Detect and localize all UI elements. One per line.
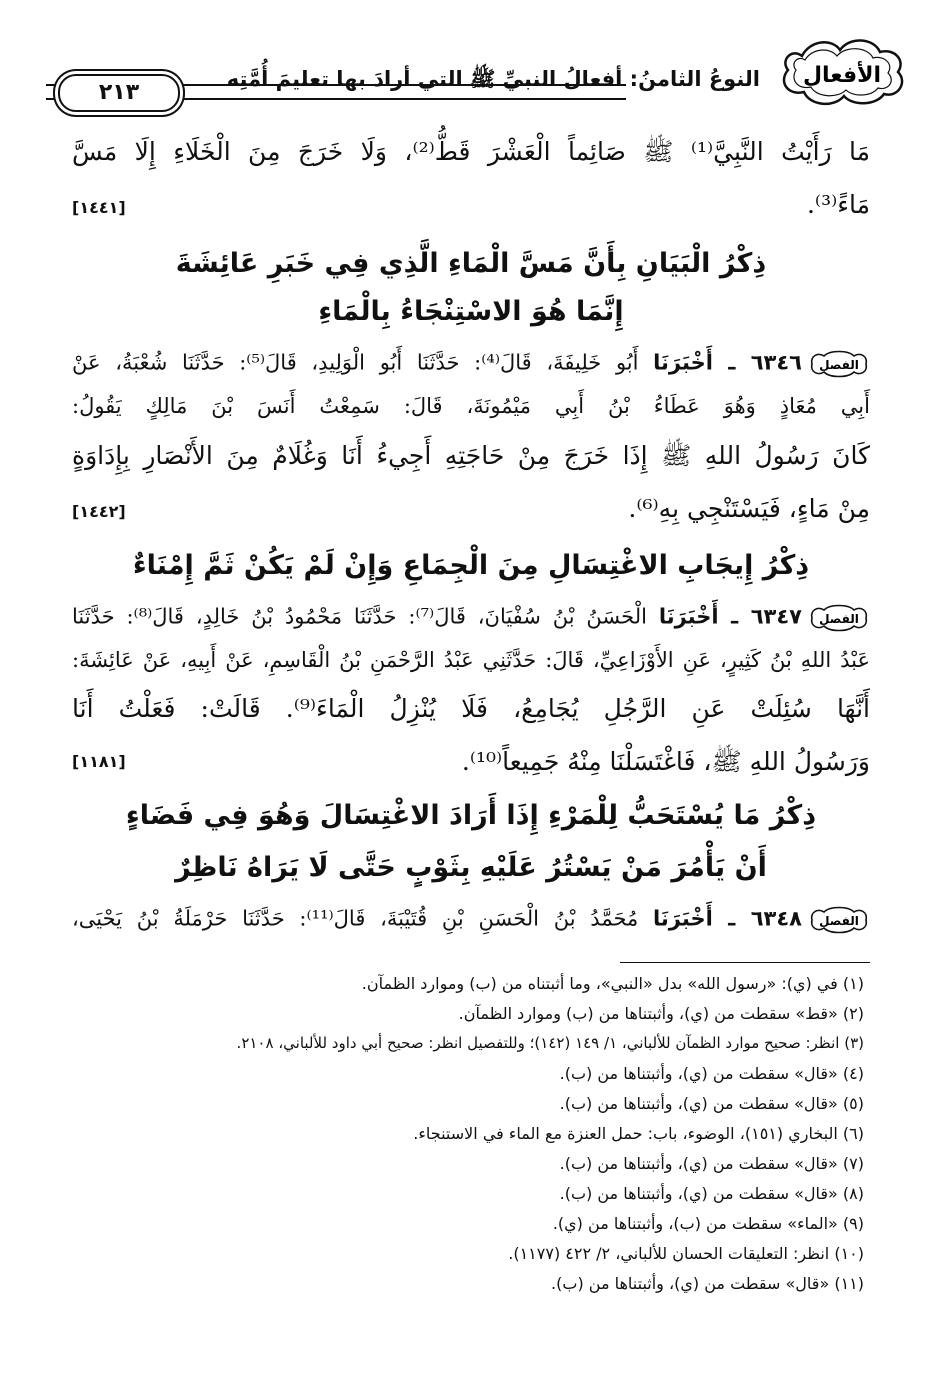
chapter-heading: إِنَّمَا هُوَ الاسْتِنْجَاءُ بِالْمَاءِ <box>318 296 624 327</box>
hadith-ref: [١٤٤٢] <box>72 502 126 521</box>
hadith-ref: [١١٨١] <box>72 752 126 771</box>
hadith-number: ٦٣٤٨ ـ أَخْبَرَنَا <box>653 906 802 931</box>
isnad-line <box>72 604 870 632</box>
header-rule <box>46 98 58 100</box>
isnad-line: أَبِي مُعَاذٍ وَهُوَ عَطَاءُ بْنُ أَبِي مَيْمُونَةَ، قَالَ: سَمِعْتُ أَنَسَ بْنَ مَالِكٍ يَقُولُ: <box>72 394 870 418</box>
isnad-line: عَبْدُ اللهِ بْنُ كَثِيرٍ، عَنِ الأَوْزَاعِيِّ، قَالَ: حَدَّثَنِي عَبْدُ الرَّحْمَنِ بْنُ الْقَاسِمِ، عَنْ أَبِيهِ، عَنْ عَائِشَةَ: <box>72 648 870 672</box>
header-rule <box>46 84 58 86</box>
footnote: (٥) «قال» سقطت من (ي)، وأثبتناها من (ب). <box>559 1094 864 1113</box>
hadith-number: ٦٣٤٦ ـ أَخْبَرَنَا <box>653 350 802 375</box>
svg-text:الفصل: الفصل <box>819 612 859 626</box>
header-rule <box>176 84 626 86</box>
chapter-heading: ذِكْرُ الْبَيَانِ بِأَنَّ مَسَّ الْمَاءِ الَّذِي فِي خَبَرِ عَائِشَةَ <box>175 248 767 279</box>
chapter-heading: ذِكْرُ إِيجَابِ الاغْتِسَالِ مِنَ الْجِمَاعِ وَإِنْ لَمْ يَكُنْ ثَمَّ إِمْنَاءٌ <box>132 550 810 581</box>
chapter-heading: أَنْ يَأْمُرَ مَنْ يَسْتُرُ عَلَيْهِ بِثَوْبٍ حَتَّى لَا يَرَاهُ نَاظِرٌ <box>175 852 767 883</box>
fasl-tag-icon <box>808 906 870 934</box>
footnote: (٢) «قط» سقطت من (ي)، وأثبتناها من (ب) وموارد الظمآن. <box>458 1004 864 1023</box>
svg-text:الفصل: الفصل <box>819 358 859 372</box>
hadith-ref: [١٤٤١] <box>72 198 126 217</box>
footnote-separator <box>620 962 870 963</box>
chapter-heading: ذِكْرُ مَا يُسْتَحَبُّ لِلْمَرْءِ إِذَا أَرَادَ الاغْتِسَالَ وَهُوَ فِي فَضَاءٍ <box>125 800 817 831</box>
page-number: ٢١٣ <box>98 80 140 105</box>
fasl-tag-icon <box>808 604 870 632</box>
section-badge-icon <box>770 30 910 108</box>
fasl-tag-icon <box>808 350 870 378</box>
isnad-line <box>72 350 870 378</box>
isnad-text: أَبُو خَلِيفَةَ، قَالَ⁽⁴⁾: حَدَّثَنَا أَبُو الْوَلِيدِ، قَالَ⁽⁵⁾: حَدَّثَنَا شُعْبَةُ، عَنْ <box>72 350 639 375</box>
footnote: (١) في (ي): «رسول الله» بدل «النبي»، وما أثبتناه من (ب) وموارد الظمآن. <box>361 974 864 993</box>
footnote: (١١) «قال» سقطت من (ي)، وأثبتناها من (ب). <box>551 1274 864 1293</box>
matn-line: وَرَسُولُ اللهِ ﷺ، فَاغْتَسَلْنَا مِنْهُ جَمِيعاً⁽¹⁰⁾. <box>461 747 870 776</box>
svg-text:الفصل: الفصل <box>819 914 859 928</box>
header-rule <box>176 98 626 100</box>
footnote: (٧) «قال» سقطت من (ي)، وأثبتناها من (ب). <box>559 1154 864 1173</box>
isnad-line <box>72 906 870 934</box>
footnote: (١٠) انظر: التعليقات الحسان للألباني، ٢/ ٤٢٢ (١١٧٧). <box>508 1244 864 1263</box>
running-title: النوعُ الثامنُ: أفعالُ النبيِّ ﷺ التي أرادَ بها تعليمَ أُمَّتِه <box>226 67 760 91</box>
footnote: (٨) «قال» سقطت من (ي)، وأثبتناها من (ب). <box>559 1184 864 1203</box>
footnote: (٤) «قال» سقطت من (ي)، وأثبتناها من (ب). <box>559 1064 864 1083</box>
hadith-number: ٦٣٤٧ ـ أَخْبَرَنَا <box>658 604 802 629</box>
page-number-box <box>58 74 180 112</box>
matn-line: مَاءً⁽³⁾. <box>806 190 870 219</box>
matn-line: مَا رَأَيْتُ النَّبِيَّ⁽¹⁾ ﷺ صَائِماً الْعَشْرَ قَطُّ⁽²⁾، وَلَا خَرَجَ مِنَ الْخَلَاءِ إِلَا مَسَّ <box>72 137 871 166</box>
footnote: (٩) «الماء» سقطت من (ب)، وأثبتناها من (ي). <box>552 1214 864 1233</box>
matn-line: أَنَّهَا سُئِلَتْ عَنِ الرَّجُلِ يُجَامِعُ، فَلَا يُنْزِلُ الْمَاءَ⁽⁹⁾. قَالَتْ: فَعَلْتُ أَنَا <box>72 694 870 723</box>
matn-line: مِنْ مَاءٍ، فَيَسْتَنْجِي بِهِ⁽⁶⁾. <box>628 494 870 523</box>
isnad-text: مُحَمَّدُ بْنُ الْحَسَنِ بْنِ قُتَيْبَةَ، قَالَ⁽¹¹⁾: حَدَّثَنَا حَرْمَلَةُ بْنُ يَحْيَى، <box>72 906 639 931</box>
svg-text:الأفعال: الأفعال <box>802 63 882 88</box>
footnote: (٦) البخاري (١٥١)، الوضوء، باب: حمل العنزة مع الماء في الاستنجاء. <box>413 1124 864 1143</box>
matn-line: كَانَ رَسُولُ اللهِ ﷺ إِذَا خَرَجَ مِنْ حَاجَتِهِ أَجِيءُ أَنَا وَغُلَامٌ مِنَ الأَنْصَارِ بِإِدَاوَةٍ <box>72 441 870 470</box>
footnote: (٣) انظر: صحيح موارد الظمآن للألباني، ١/ ١٤٩ (١٤٢)؛ وللتفصيل انظر: صحيح أبي داود للألباني، ٢١٠٨. <box>236 1034 864 1052</box>
isnad-text: الْحَسَنُ بْنُ سُفْيَانَ، قَالَ⁽⁷⁾: حَدَّثَنَا مَحْمُودُ بْنُ خَالِدٍ، قَالَ⁽⁸⁾: حَدَّثَنَا <box>72 604 647 629</box>
